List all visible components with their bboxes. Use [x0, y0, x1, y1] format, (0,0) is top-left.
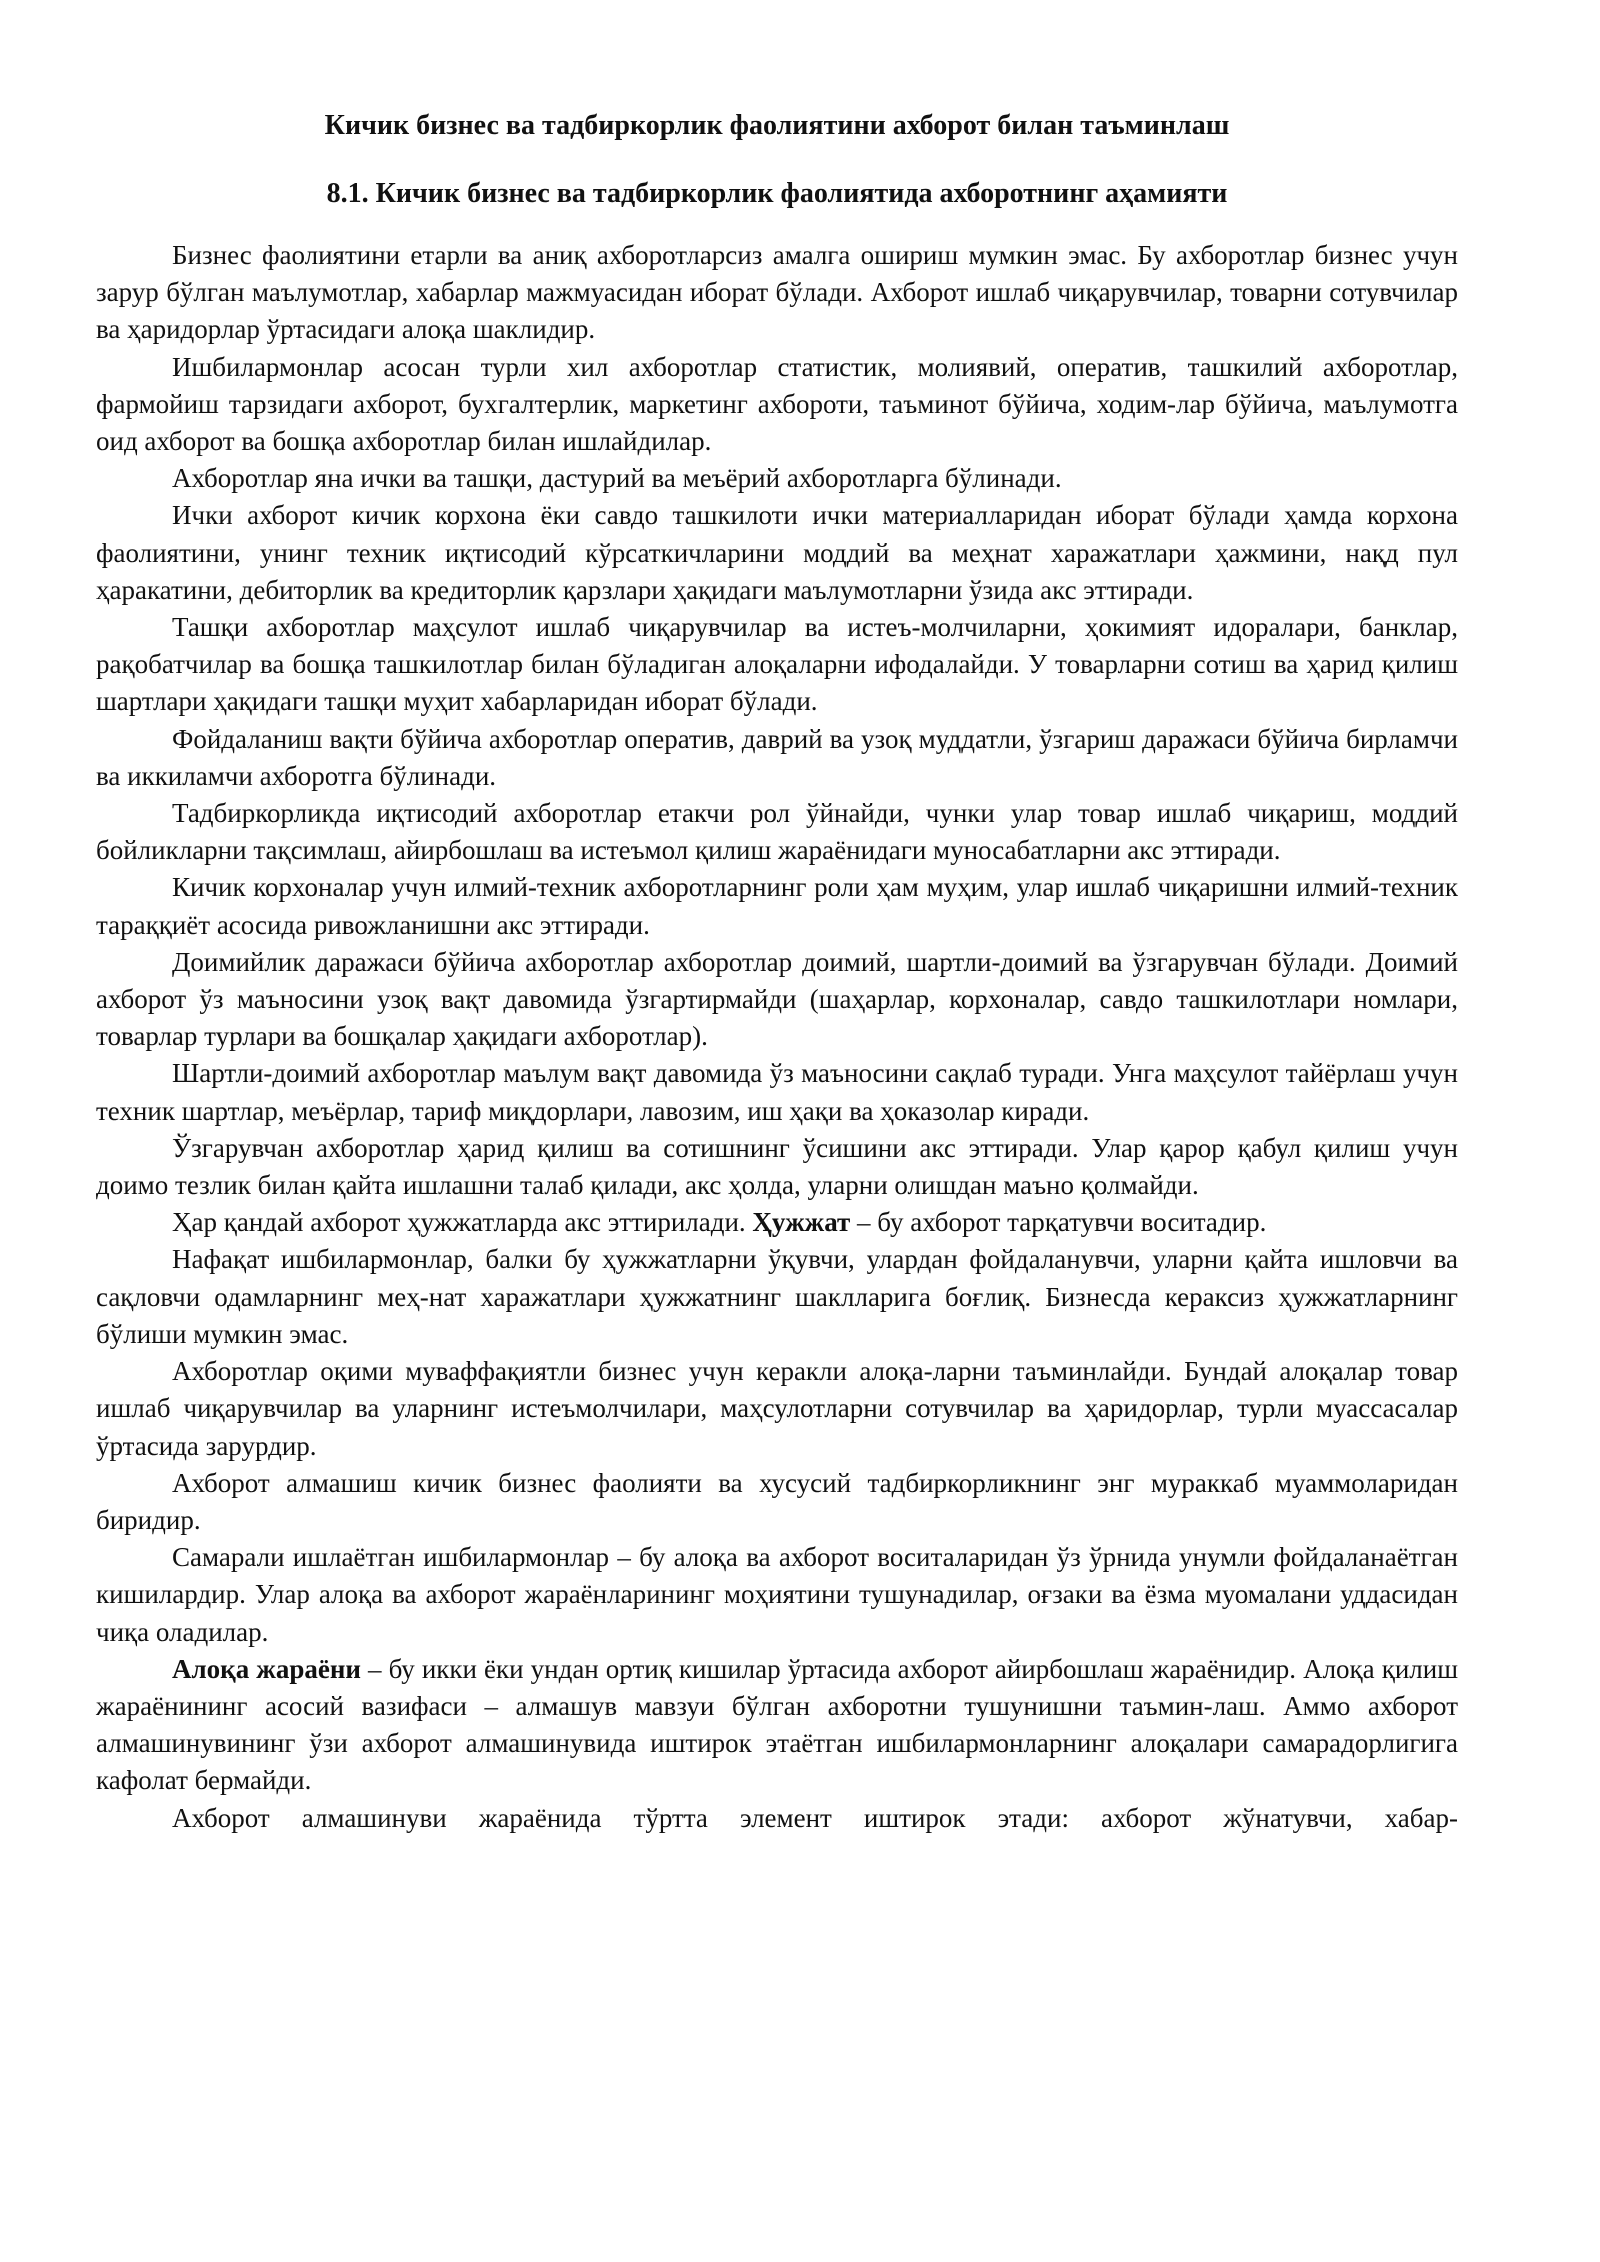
paragraph: Кичик корхоналар учун илмий-техник ахборотларнинг роли ҳам муҳим, улар ишлаб чиқаришни илмий-техник тараққиёт асосида ривожланишни акс эттиради. [96, 872, 1458, 940]
paragraph: Ички ахборот кичик корхона ёки савдо ташкилоти ички материалларидан иборат бўлади ҳамда корхона фаолиятини, унинг техник иқтисодий кўрсаткичларини моддий ва меҳнат харажатлари ҳажмини, нақд пул ҳаракатини, дебиторлик ва кредиторлик қарзлари ҳақидаги маълумотларни ўзида акс эттиради. [96, 500, 1458, 605]
paragraph-text: – бу икки ёки ундан ортиқ кишилар ўртасида ахборот айирбошлаш жараёнидир. Алоқа қилиш жараёнининг асосий вазифаси – алмашув мавзуи бўлган ахборотни тушунишни таъмин-лаш. Аммо ахборот алмашинувининг ўзи ахборот алмашинувида иштирок этаётган ишбилармонларнинг алоқалари самарадорлигига кафолат бермайди. [96, 1653, 1458, 1796]
paragraph-text: – бу ахборот тарқатувчи воситадир. [850, 1207, 1267, 1238]
document-page [96, 108, 1458, 1837]
paragraph: Доимийлик даражаси бўйича ахборотлар ахборотлар доимий, шартли-доимий ва ўзгарувчан бўлади. Доимий ахборот ўз маъносини узоқ вақт давомида ўзгартирмайди (шаҳарлар, корхоналар, савдо ташкилотлари номлари, товарлар турлари ва бошқалар ҳақидаги ахборотлар). [96, 946, 1458, 1052]
document-title: Кичик бизнес ва тадбиркорлик фаолиятини ахборот билан таъминлаш [324, 110, 1230, 141]
paragraph: Ишбилармонлар асосан турли хил ахборотлар статистик, молиявий, оператив, ташкилий ахборотлар, фармойиш тарзидаги ахборот, бухгалтерлик, маркетинг ахбороти, таъминот бўйича, ходим-лар бўйича, маълумотга оид ахборот ва бошқа ахборотлар билан ишлайдилар. [96, 351, 1458, 457]
paragraph: Бизнес фаолиятини етарли ва аниқ ахборотларсиз амалга ошириш мумкин эмас. Бу ахборотлар бизнес учун зарур бўлган маълумотлар, хабарлар мажмуасидан иборат бўлади. Ахборот ишлаб чиқарувчилар, товарни сотувчилар ва ҳаридорлар ўртасидаги алоқа шаклидир. [96, 240, 1458, 345]
paragraph: Нафақат ишбилармонлар, балки бу ҳужжатларни ўқувчи, улардан фойдаланувчи, уларни қайта ишловчи ва сақловчи одамларнинг меҳ-нат харажатлари ҳужжатнинг шаклларига боғлиқ. Бизнесда кераксиз ҳужжатларнинг бўлиши мумкин эмас. [96, 1244, 1458, 1349]
paragraph: Ахборот алмашиш кичик бизнес фаолияти ва хусусий тадбиркорликнинг энг мураккаб муаммоларидан биридир. [96, 1467, 1458, 1535]
section-title: 8.1. Кичик бизнес ва тадбиркорлик фаолиятида ахборотнинг аҳамияти [326, 178, 1228, 209]
paragraph: Тадбиркорликда иқтисодий ахборотлар етакчи рол ўйнайди, чунки улар товар ишлаб чиқариш, моддий бойликларни тақсимлаш, айирбошлаш ва истеъмол қилиш жараёнидаги муносабатларни акс эттиради. [96, 798, 1458, 866]
paragraph: Шартли-доимий ахборотлар маълум вақт давомида ўз маъносини сақлаб туради. Унга маҳсулот тайёрлаш учун техник шартлар, меъёрлар, тариф миқдорлари, лавозим, иш ҳақи ва ҳоказолар киради. [96, 1058, 1458, 1126]
paragraph-text: Ҳар қандай ахборот ҳужжатларда акс эттирилади. [172, 1207, 753, 1238]
paragraph: Фойдаланиш вақти бўйича ахборотлар оператив, даврий ва узоқ муддатли, ўзгариш даражаси бўйича бирламчи ва иккиламчи ахборотга бўлинади. [96, 723, 1458, 791]
paragraph: Ташқи ахборотлар маҳсулот ишлаб чиқарувчилар ва истеъ-молчиларни, ҳокимият идоралари, банклар, рақобатчилар ва бошқа ташкилотлар билан бўладиган алоқаларни ифодалайди. У товарларни сотиш ва ҳарид қилиш шартлари ҳақидаги ташқи муҳит хабарларидан иборат бўлади. [96, 612, 1458, 717]
term-bold: Алоқа жараёни [172, 1653, 361, 1684]
paragraph: Ўзгарувчан ахборотлар ҳарид қилиш ва сотишнинг ўсишини акс эттиради. Улар қарор қабул қилиш учун доимо тезлик билан қайта ишлашни талаб қилади, акс ҳолда, уларни олишдан маъно қолмайди. [96, 1132, 1458, 1201]
paragraph: Самарали ишлаётган ишбилармонлар – бу алоқа ва ахборот воситаларидан ўз ўрнида унумли фойдаланаётган кишилардир. Улар алоқа ва ахборот жараёнларининг моҳиятини тушунадилар, оғзаки ва ёзма муомалани уддасидан чиқа оладилар. [96, 1542, 1458, 1647]
paragraph [96, 1204, 1458, 1241]
paragraph [96, 1651, 1458, 1800]
paragraph: Ахборот алмашинуви жараёнида тўртта элемент иштирок этади: ахборот жўнатувчи, хабар- [172, 1802, 1458, 1833]
paragraph: Ахборотлар оқими муваффақиятли бизнес учун керакли алоқа-ларни таъминлайди. Бундай алоқалар товар ишлаб чиқарувчилар ва уларнинг истеъмолчилари, маҳсулотларни сотувчилар ва ҳаридорлар, турли муассасалар ўртасида зарурдир. [96, 1356, 1458, 1461]
term-bold: Ҳужжат [752, 1207, 851, 1238]
paragraph: Ахборотлар яна ички ва ташқи, дастурий ва меъёрий ахборотларга бўлинади. [172, 463, 1062, 494]
